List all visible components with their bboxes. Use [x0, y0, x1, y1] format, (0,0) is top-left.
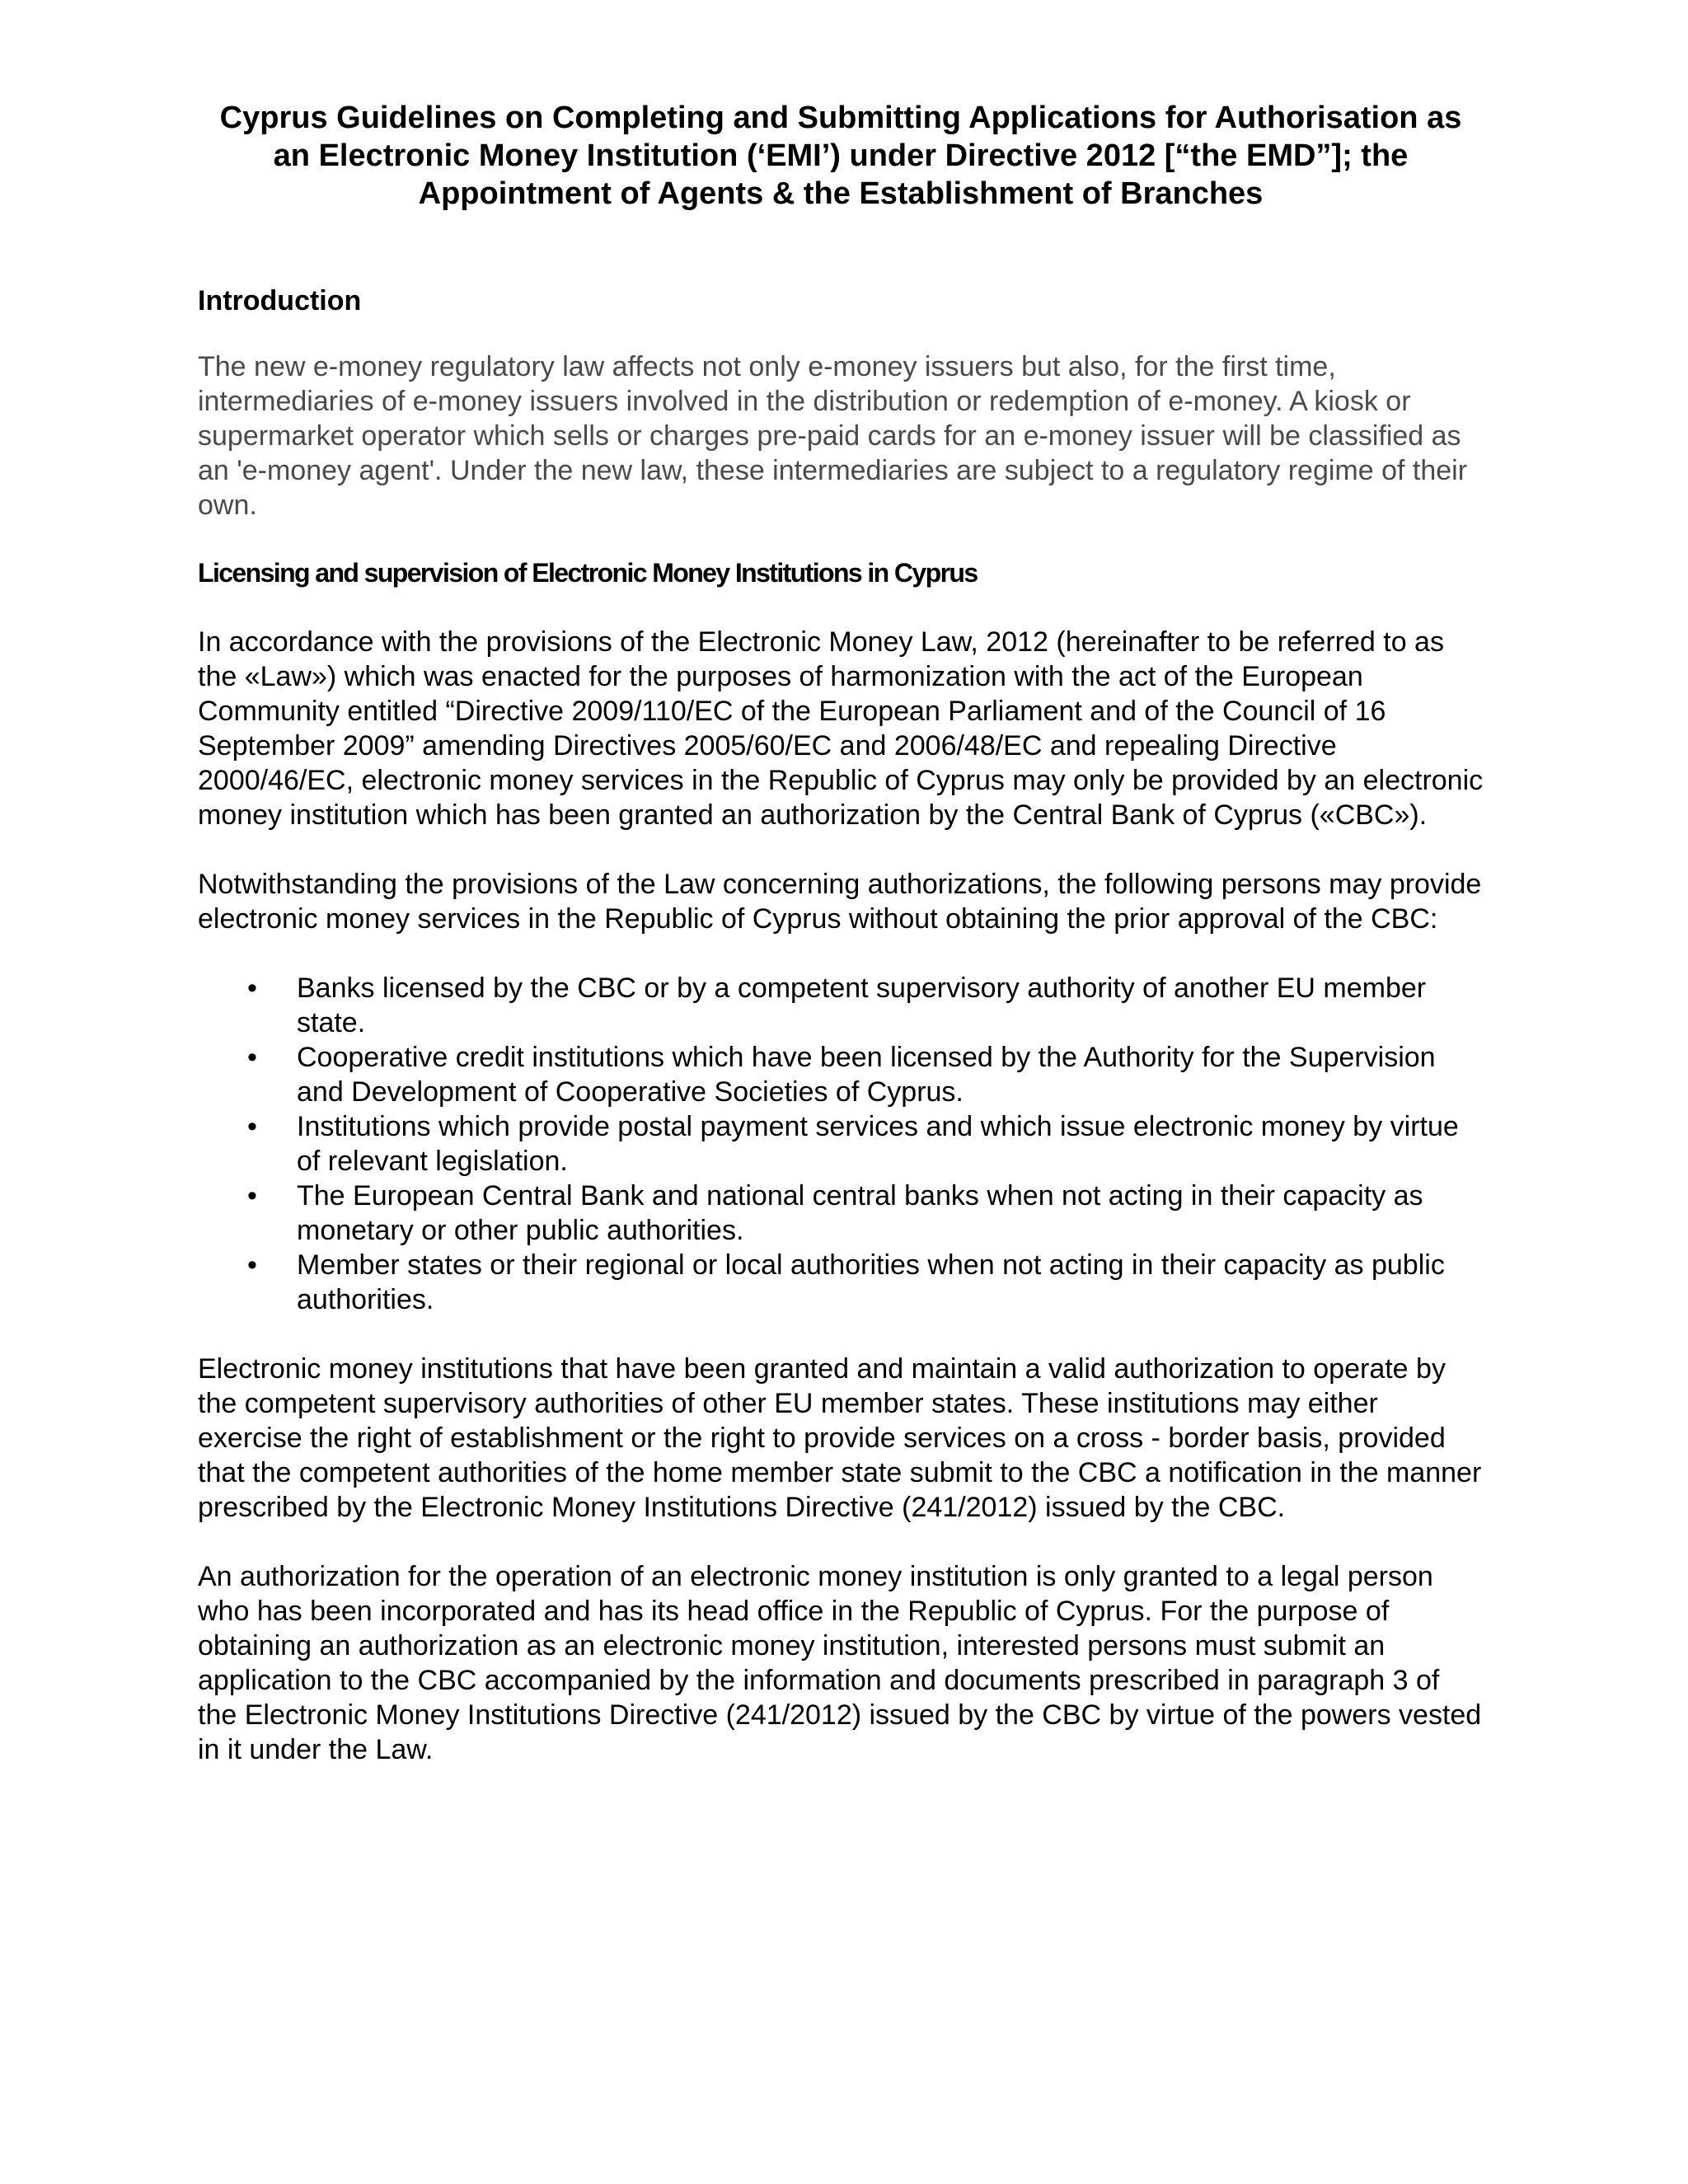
- licensing-heading: Licensing and supervision of Electronic Money Institutions in Cyprus: [198, 558, 978, 588]
- list-item: [198, 1109, 1484, 1179]
- document-title: Cyprus Guidelines on Completing and Submitting Applications for Authorisation as an Electronic Money Institution (‘EMI’) under Directive 2012 [“the EMD”]; the Appointment of Agents & the Establishment of Branches: [219, 101, 1462, 211]
- exempt-persons-list: [198, 971, 1484, 1317]
- law-paragraph: In accordance with the provisions of the Electronic Money Law, 2012 (hereinafter to be referred to as the «Law») which was enacted for the purposes of harmonization with the act of the European Community entitled “Directive 2009/110/EC of the European Parliament and of the Council of 16 September 2009” amending Directives 2005/60/EC and 2006/48/EC and repealing Directive 2000/46/EC, electronic money services in the Republic of Cyprus may only be provided by an electronic money institution which has been granted an authorization by the Central Bank of Cyprus («CBC»).: [198, 626, 1484, 831]
- list-item-text: Cooperative credit institutions which have been licensed by the Authority for the Supervision and Development of Cooperative Societies of Cyprus.: [297, 1042, 1436, 1108]
- bullet-icon: •: [247, 972, 257, 1004]
- bullet-icon: •: [247, 1180, 257, 1212]
- document-page: [198, 99, 1484, 1767]
- emi-other-states-paragraph: Electronic money institutions that have been granted and maintain a valid authorization to operate by the competent supervisory authorities of other EU member states. These institutions may either exercise the right of establishment or the right to provide services on a cross - border basis, provided that the competent authorities of the home member state submit to the CBC a notification in the manner prescribed by the Electronic Money Institutions Directive (241/2012) issued by the CBC.: [198, 1353, 1482, 1523]
- list-item: [198, 1248, 1484, 1317]
- bullet-icon: •: [247, 1249, 257, 1281]
- list-item-text: Member states or their regional or local authorities when not acting in their capacity as public authorities.: [297, 1249, 1445, 1315]
- notwithstanding-paragraph: Notwithstanding the provisions of the Law concerning authorizations, the following persons may provide electronic money services in the Republic of Cyprus without obtaining the prior approval of the CBC:: [198, 869, 1482, 935]
- list-item: [198, 1040, 1484, 1109]
- bullet-icon: •: [247, 1111, 257, 1142]
- list-item-text: Institutions which provide postal payment services and which issue electronic money by virtue of relevant legislation.: [297, 1111, 1459, 1177]
- introduction-heading: Introduction: [198, 285, 362, 316]
- authorization-paragraph: An authorization for the operation of an electronic money institution is only granted to a legal person who has been incorporated and has its head office in the Republic of Cyprus. For the purpose of obtaining an authorization as an electronic money institution, interested persons must submit an application to the CBC accompanied by the information and documents prescribed in paragraph 3 of the Electronic Money Institutions Directive (241/2012) issued by the CBC by virtue of the powers vested in it under the Law.: [198, 1561, 1482, 1765]
- list-item-text: Banks licensed by the CBC or by a competent supervisory authority of another EU member state.: [297, 972, 1427, 1038]
- list-item: [198, 1179, 1484, 1248]
- list-item-text: The European Central Bank and national central banks when not acting in their capacity as monetary or other public authorities.: [297, 1180, 1423, 1246]
- bullet-icon: •: [247, 1042, 257, 1073]
- introduction-paragraph: The new e-money regulatory law affects not only e-money issuers but also, for the first time, intermediaries of e-money issuers involved in the distribution or redemption of e-money. A kiosk or supermarket operator which sells or charges pre-paid cards for an e-money issuer will be classified as an 'e-money agent'. Under the new law, these intermediaries are subject to a regulatory regime of their own.: [198, 351, 1468, 521]
- list-item: [198, 971, 1484, 1040]
